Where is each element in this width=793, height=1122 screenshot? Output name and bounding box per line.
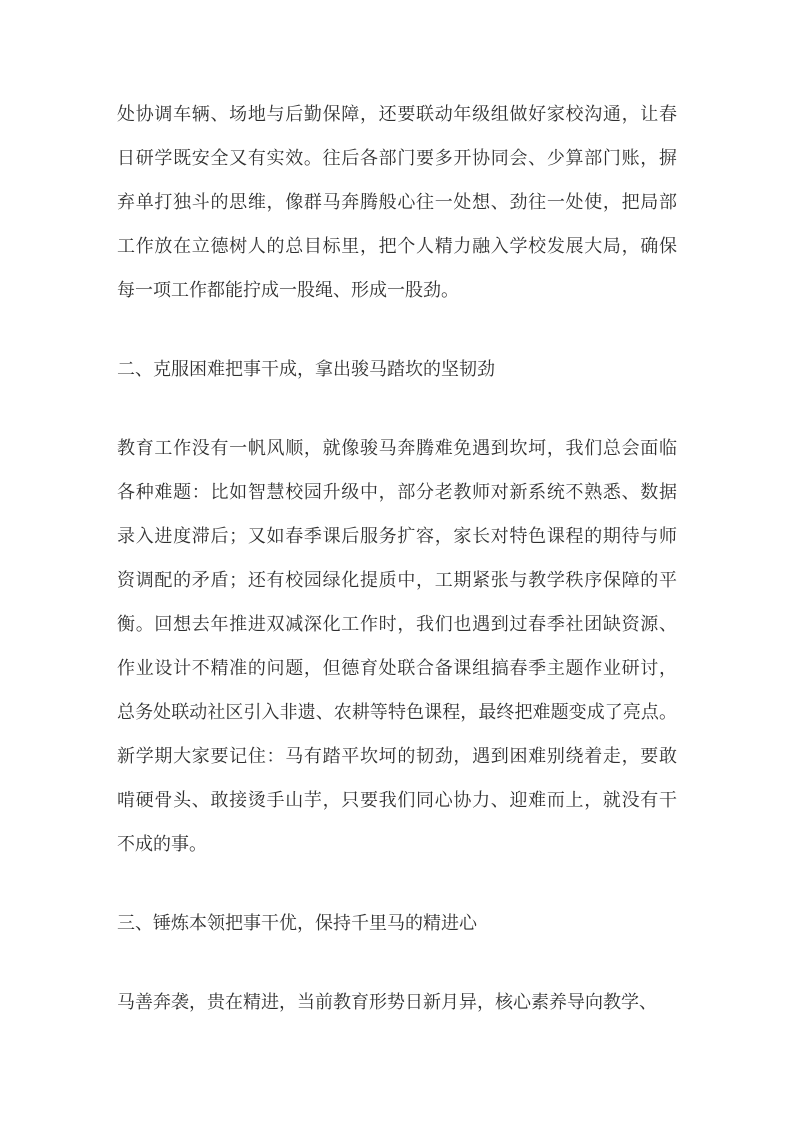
text-line: 新学期大家要记住：马有踏平坎坷的韧劲，遇到困难别绕着走，要敢 xyxy=(117,746,677,766)
text-line: 弃单打独斗的思维，像群马奔腾般心往一处想、劲往一处使，把局部 xyxy=(117,192,677,212)
section-heading xyxy=(117,901,677,945)
text-line: 衡。回想去年推进双减深化工作时，我们也遇到过春季社团缺资源、 xyxy=(117,614,677,634)
text-line: 录入进度滞后；又如春季课后服务扩容，家长对特色课程的期待与师 xyxy=(117,526,677,546)
document-content xyxy=(117,92,677,1024)
text-line: 每一项工作都能拧成一股绳、形成一股劲。 xyxy=(117,280,459,300)
text-line: 作业设计不精准的问题，但德育处联合备课组搞春季主题作业研讨， xyxy=(117,658,677,678)
text-line: 总务处联动社区引入非遗、农耕等特色课程，最终把难题变成了亮点。 xyxy=(117,702,677,722)
text-line: 三、锤炼本领把事干优，保持千里马的精进心 xyxy=(117,913,477,933)
text-line: 资调配的矛盾；还有校园绿化提质中，工期紧张与教学秩序保障的平 xyxy=(117,570,677,590)
text-line: 工作放在立德树人的总目标里，把个人精力融入学校发展大局，确保 xyxy=(117,236,677,256)
text-line: 马善奔袭，贵在精进，当前教育形势日新月异，核心素养导向教学、 xyxy=(117,992,657,1012)
text-line: 日研学既安全又有实效。往后各部门要多开协同会、少算部门账，摒 xyxy=(117,148,677,168)
text-line: 教育工作没有一帆风顺，就像骏马奔腾难免遇到坎坷，我们总会面临 xyxy=(117,438,677,458)
section-heading xyxy=(117,347,677,391)
body-paragraph xyxy=(117,980,677,1024)
text-line: 各种难题：比如智慧校园升级中，部分老教师对新系统不熟悉、数据 xyxy=(117,482,677,502)
body-paragraph xyxy=(117,426,677,866)
text-line: 不成的事。 xyxy=(117,834,207,854)
body-paragraph xyxy=(117,92,677,312)
text-line: 二、克服困难把事干成，拿出骏马踏坎的坚韧劲 xyxy=(117,359,495,379)
text-line: 啃硬骨头、敢接烫手山芋，只要我们同心协力、迎难而上，就没有干 xyxy=(117,790,677,810)
text-line: 处协调车辆、场地与后勤保障，还要联动年级组做好家校沟通，让春 xyxy=(117,104,677,124)
